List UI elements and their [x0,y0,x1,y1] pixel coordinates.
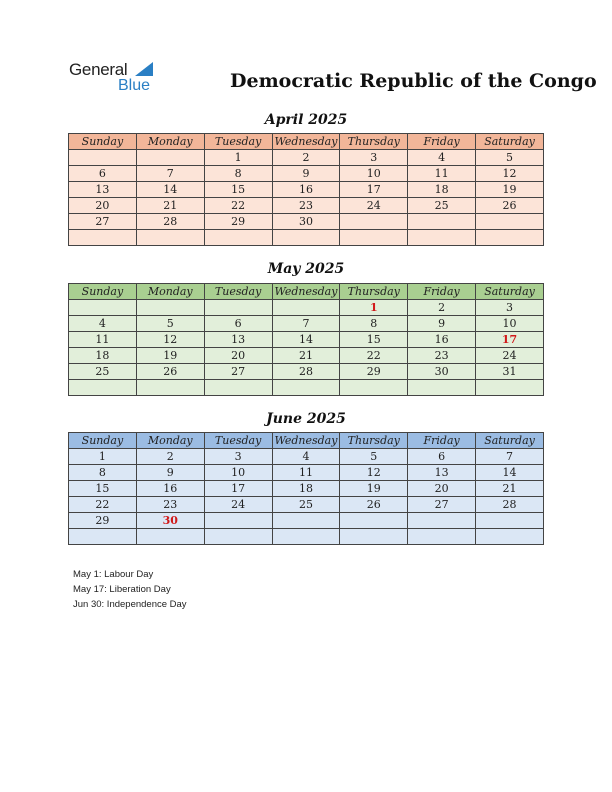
week-row [69,449,544,465]
week-row [69,150,544,166]
week-row [69,166,544,182]
day-cell: 17 [476,332,544,348]
day-cell: 31 [476,364,544,380]
weekday-header-row [69,134,544,150]
day-cell: 12 [136,332,204,348]
day-cell: 21 [136,198,204,214]
empty-day-cell [204,230,272,246]
day-cell: 9 [272,166,340,182]
empty-day-cell [408,529,476,545]
weekday-header: Sunday [69,284,137,300]
week-row [69,481,544,497]
day-cell: 19 [136,348,204,364]
weekday-header: Sunday [69,433,137,449]
holiday-note: Jun 30: Independence Day [73,599,187,610]
day-cell: 14 [136,182,204,198]
day-cell: 25 [272,497,340,513]
logo-triangle-icon [135,62,153,76]
day-cell: 22 [204,198,272,214]
day-cell: 21 [272,348,340,364]
day-cell: 29 [340,364,408,380]
day-cell: 13 [408,465,476,481]
day-cell: 13 [204,332,272,348]
weekday-header: Monday [136,134,204,150]
day-cell: 8 [340,316,408,332]
day-cell: 2 [136,449,204,465]
day-cell: 6 [204,316,272,332]
empty-day-cell [272,529,340,545]
weekday-header: Saturday [476,433,544,449]
day-cell: 3 [476,300,544,316]
day-cell: 6 [408,449,476,465]
empty-day-cell [136,380,204,396]
weekday-header: Thursday [340,134,408,150]
empty-day-cell [476,214,544,230]
empty-day-cell [272,230,340,246]
day-cell: 1 [69,449,137,465]
day-cell: 16 [136,481,204,497]
week-row [69,316,544,332]
weekday-header: Friday [408,284,476,300]
logo-blue-text: Blue [118,77,151,94]
day-cell: 14 [476,465,544,481]
weekday-header: Wednesday [272,134,340,150]
day-cell: 18 [408,182,476,198]
day-cell: 23 [272,198,340,214]
weekday-header: Wednesday [272,433,340,449]
week-row [69,364,544,380]
day-cell: 24 [340,198,408,214]
empty-day-cell [408,230,476,246]
day-cell: 11 [408,166,476,182]
empty-day-cell [69,300,137,316]
day-cell: 23 [408,348,476,364]
day-cell: 27 [408,497,476,513]
day-cell: 16 [272,182,340,198]
day-cell: 11 [69,332,137,348]
day-cell: 22 [69,497,137,513]
day-cell: 27 [69,214,137,230]
weekday-header: Tuesday [204,433,272,449]
day-cell: 6 [69,166,137,182]
day-cell: 20 [408,481,476,497]
day-cell: 30 [272,214,340,230]
day-cell: 26 [476,198,544,214]
day-cell: 23 [136,497,204,513]
week-row [69,497,544,513]
empty-day-cell [408,380,476,396]
day-cell: 18 [69,348,137,364]
day-cell: 5 [340,449,408,465]
empty-day-cell [340,230,408,246]
holiday-note: May 1: Labour Day [73,569,154,580]
empty-day-cell [69,230,137,246]
week-row [69,332,544,348]
empty-day-cell [340,380,408,396]
calendar-june [68,432,544,545]
calendar-may [68,283,544,396]
day-cell: 8 [204,166,272,182]
day-cell: 2 [272,150,340,166]
empty-day-cell [340,214,408,230]
weekday-header: Saturday [476,134,544,150]
day-cell: 29 [69,513,137,529]
empty-day-cell [408,214,476,230]
day-cell: 9 [136,465,204,481]
empty-day-cell [204,529,272,545]
empty-day-cell [340,529,408,545]
day-cell: 7 [136,166,204,182]
month-title-june: June 2025 [266,411,346,427]
weekday-header-row [69,433,544,449]
weekday-header: Thursday [340,433,408,449]
day-cell: 16 [408,332,476,348]
day-cell: 1 [340,300,408,316]
day-cell: 17 [340,182,408,198]
week-row [69,513,544,529]
weekday-header: Sunday [69,134,137,150]
page-title: Democratic Republic of the Congo [230,70,597,92]
week-row [69,300,544,316]
day-cell: 5 [136,316,204,332]
week-row [69,230,544,246]
day-cell: 7 [272,316,340,332]
day-cell: 19 [476,182,544,198]
day-cell: 28 [136,214,204,230]
day-cell: 5 [476,150,544,166]
day-cell: 20 [204,348,272,364]
empty-day-cell [136,300,204,316]
logo-general-text: General [69,60,128,79]
weekday-header: Friday [408,134,476,150]
day-cell: 21 [476,481,544,497]
empty-day-cell [476,529,544,545]
day-cell: 4 [272,449,340,465]
weekday-header: Monday [136,284,204,300]
empty-day-cell [136,529,204,545]
day-cell: 20 [69,198,137,214]
day-cell: 28 [272,364,340,380]
day-cell: 11 [272,465,340,481]
day-cell: 10 [204,465,272,481]
day-cell: 19 [340,481,408,497]
day-cell: 26 [340,497,408,513]
day-cell: 10 [340,166,408,182]
empty-day-cell [408,513,476,529]
empty-day-cell [204,513,272,529]
day-cell: 9 [408,316,476,332]
day-cell: 15 [340,332,408,348]
day-cell: 8 [69,465,137,481]
month-title-may: May 2025 [267,261,345,277]
day-cell: 30 [408,364,476,380]
day-cell: 27 [204,364,272,380]
week-row [69,529,544,545]
holiday-notes [73,567,187,612]
day-cell: 25 [69,364,137,380]
day-cell: 25 [408,198,476,214]
week-row [69,198,544,214]
day-cell: 4 [69,316,137,332]
day-cell: 15 [69,481,137,497]
empty-day-cell [476,380,544,396]
empty-day-cell [476,513,544,529]
day-cell: 10 [476,316,544,332]
week-row [69,182,544,198]
empty-day-cell [69,150,137,166]
empty-day-cell [476,230,544,246]
empty-day-cell [69,380,137,396]
logo [69,60,159,96]
empty-day-cell [69,529,137,545]
day-cell: 2 [408,300,476,316]
day-cell: 24 [476,348,544,364]
day-cell: 29 [204,214,272,230]
day-cell: 12 [340,465,408,481]
day-cell: 26 [136,364,204,380]
day-cell: 24 [204,497,272,513]
weekday-header: Wednesday [272,284,340,300]
day-cell: 4 [408,150,476,166]
empty-day-cell [204,380,272,396]
empty-day-cell [272,513,340,529]
day-cell: 14 [272,332,340,348]
week-row [69,348,544,364]
weekday-header: Thursday [340,284,408,300]
day-cell: 30 [136,513,204,529]
empty-day-cell [272,300,340,316]
calendar-april [68,133,544,246]
month-title-april: April 2025 [264,112,348,128]
day-cell: 15 [204,182,272,198]
day-cell: 28 [476,497,544,513]
week-row [69,380,544,396]
week-row [69,214,544,230]
weekday-header: Tuesday [204,134,272,150]
day-cell: 17 [204,481,272,497]
day-cell: 12 [476,166,544,182]
empty-day-cell [136,150,204,166]
weekday-header: Saturday [476,284,544,300]
weekday-header-row [69,284,544,300]
day-cell: 3 [340,150,408,166]
day-cell: 22 [340,348,408,364]
day-cell: 7 [476,449,544,465]
holiday-note: May 17: Liberation Day [73,584,171,595]
weekday-header: Monday [136,433,204,449]
empty-day-cell [136,230,204,246]
day-cell: 13 [69,182,137,198]
day-cell: 1 [204,150,272,166]
week-row [69,465,544,481]
empty-day-cell [272,380,340,396]
empty-day-cell [340,513,408,529]
day-cell: 18 [272,481,340,497]
weekday-header: Tuesday [204,284,272,300]
weekday-header: Friday [408,433,476,449]
day-cell: 3 [204,449,272,465]
empty-day-cell [204,300,272,316]
